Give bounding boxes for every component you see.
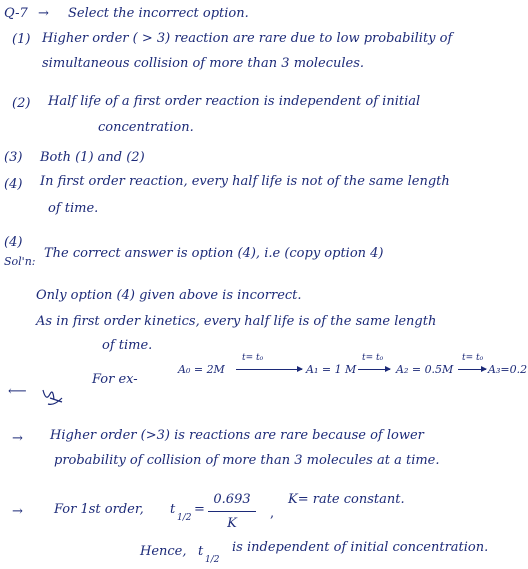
solution-intro: The correct answer is option (4), i.e (copy option 4) bbox=[44, 246, 384, 261]
solution-line-only: Only option (4) given above is incorrect. bbox=[36, 288, 302, 303]
question-arrow: → bbox=[38, 6, 49, 21]
bullet-arrow-3: → bbox=[12, 504, 23, 519]
option-4-line-1: In first order reaction, every half life is not of the same length bbox=[40, 174, 450, 189]
option-1-line-2: simultaneous collision of more than 3 molecules. bbox=[42, 56, 365, 71]
option-4-number: (4) bbox=[4, 177, 23, 192]
answer-marker: (4) bbox=[4, 235, 23, 250]
rate-constant-note: K= rate constant. bbox=[288, 492, 405, 507]
hence-rest: is independent of initial concentration. bbox=[232, 540, 489, 555]
chain-arrow-2 bbox=[358, 369, 390, 370]
question-prompt: Select the incorrect option. bbox=[68, 6, 249, 21]
numerator: 0.693 bbox=[213, 492, 251, 507]
chain-a0: A₀ = 2M bbox=[178, 363, 225, 376]
bullet-arrow-1: ⟵ bbox=[8, 384, 27, 399]
crossed-out-scribble bbox=[40, 386, 66, 408]
first-order-prefix: For 1st order, bbox=[54, 502, 144, 517]
equals-sign: = bbox=[194, 502, 205, 517]
bullet-arrow-2: → bbox=[12, 431, 23, 446]
option-3-number: (3) bbox=[4, 150, 23, 165]
option-1-line-1: Higher order ( > 3) reaction are rare due to low probability of bbox=[42, 31, 453, 46]
chain-arrow-1-label: t= t₀ bbox=[242, 353, 264, 363]
chain-a3: A₃=0.2 bbox=[488, 363, 528, 376]
chain-arrow-3 bbox=[458, 369, 486, 370]
fraction-bar bbox=[208, 511, 256, 512]
chain-a1: A₁ = 1 M bbox=[306, 363, 357, 376]
question-number: Q-7 bbox=[4, 6, 28, 21]
formula-comma: , bbox=[270, 506, 275, 521]
chain-arrow-1 bbox=[236, 369, 302, 370]
t-half-symbol: t bbox=[170, 502, 176, 517]
solution-line-as-2: of time. bbox=[102, 338, 153, 353]
denominator: K bbox=[227, 516, 237, 531]
option-2-line-2: concentration. bbox=[98, 120, 194, 135]
option-3-line-1: Both (1) and (2) bbox=[40, 150, 145, 165]
solution-label: Sol'n: bbox=[4, 255, 36, 268]
t-half-subscript: 1/2 bbox=[177, 513, 192, 523]
chain-a2: A₂ = 0.5M bbox=[396, 363, 454, 376]
chain-arrow-2-label: t= t₀ bbox=[362, 353, 384, 363]
hence-prefix: Hence, bbox=[140, 544, 187, 559]
option-4-line-2: of time. bbox=[48, 201, 99, 216]
hence-t-subscript: 1/2 bbox=[205, 555, 220, 565]
chain-arrow-3-label: t= t₀ bbox=[462, 353, 484, 363]
hence-t-symbol: t bbox=[198, 544, 204, 559]
option-2-line-1: Half life of a first order reaction is independent of initial bbox=[48, 94, 421, 109]
option-2-number: (2) bbox=[12, 96, 31, 111]
higher-order-line-2: probability of collision of more than 3 molecules at a time. bbox=[54, 453, 440, 468]
option-1-number: (1) bbox=[12, 32, 31, 47]
for-example-label: For ex- bbox=[92, 372, 138, 387]
higher-order-line-1: Higher order (>3) is reactions are rare because of lower bbox=[50, 428, 424, 443]
solution-line-as-1: As in first order kinetics, every half life is of the same length bbox=[36, 314, 437, 329]
